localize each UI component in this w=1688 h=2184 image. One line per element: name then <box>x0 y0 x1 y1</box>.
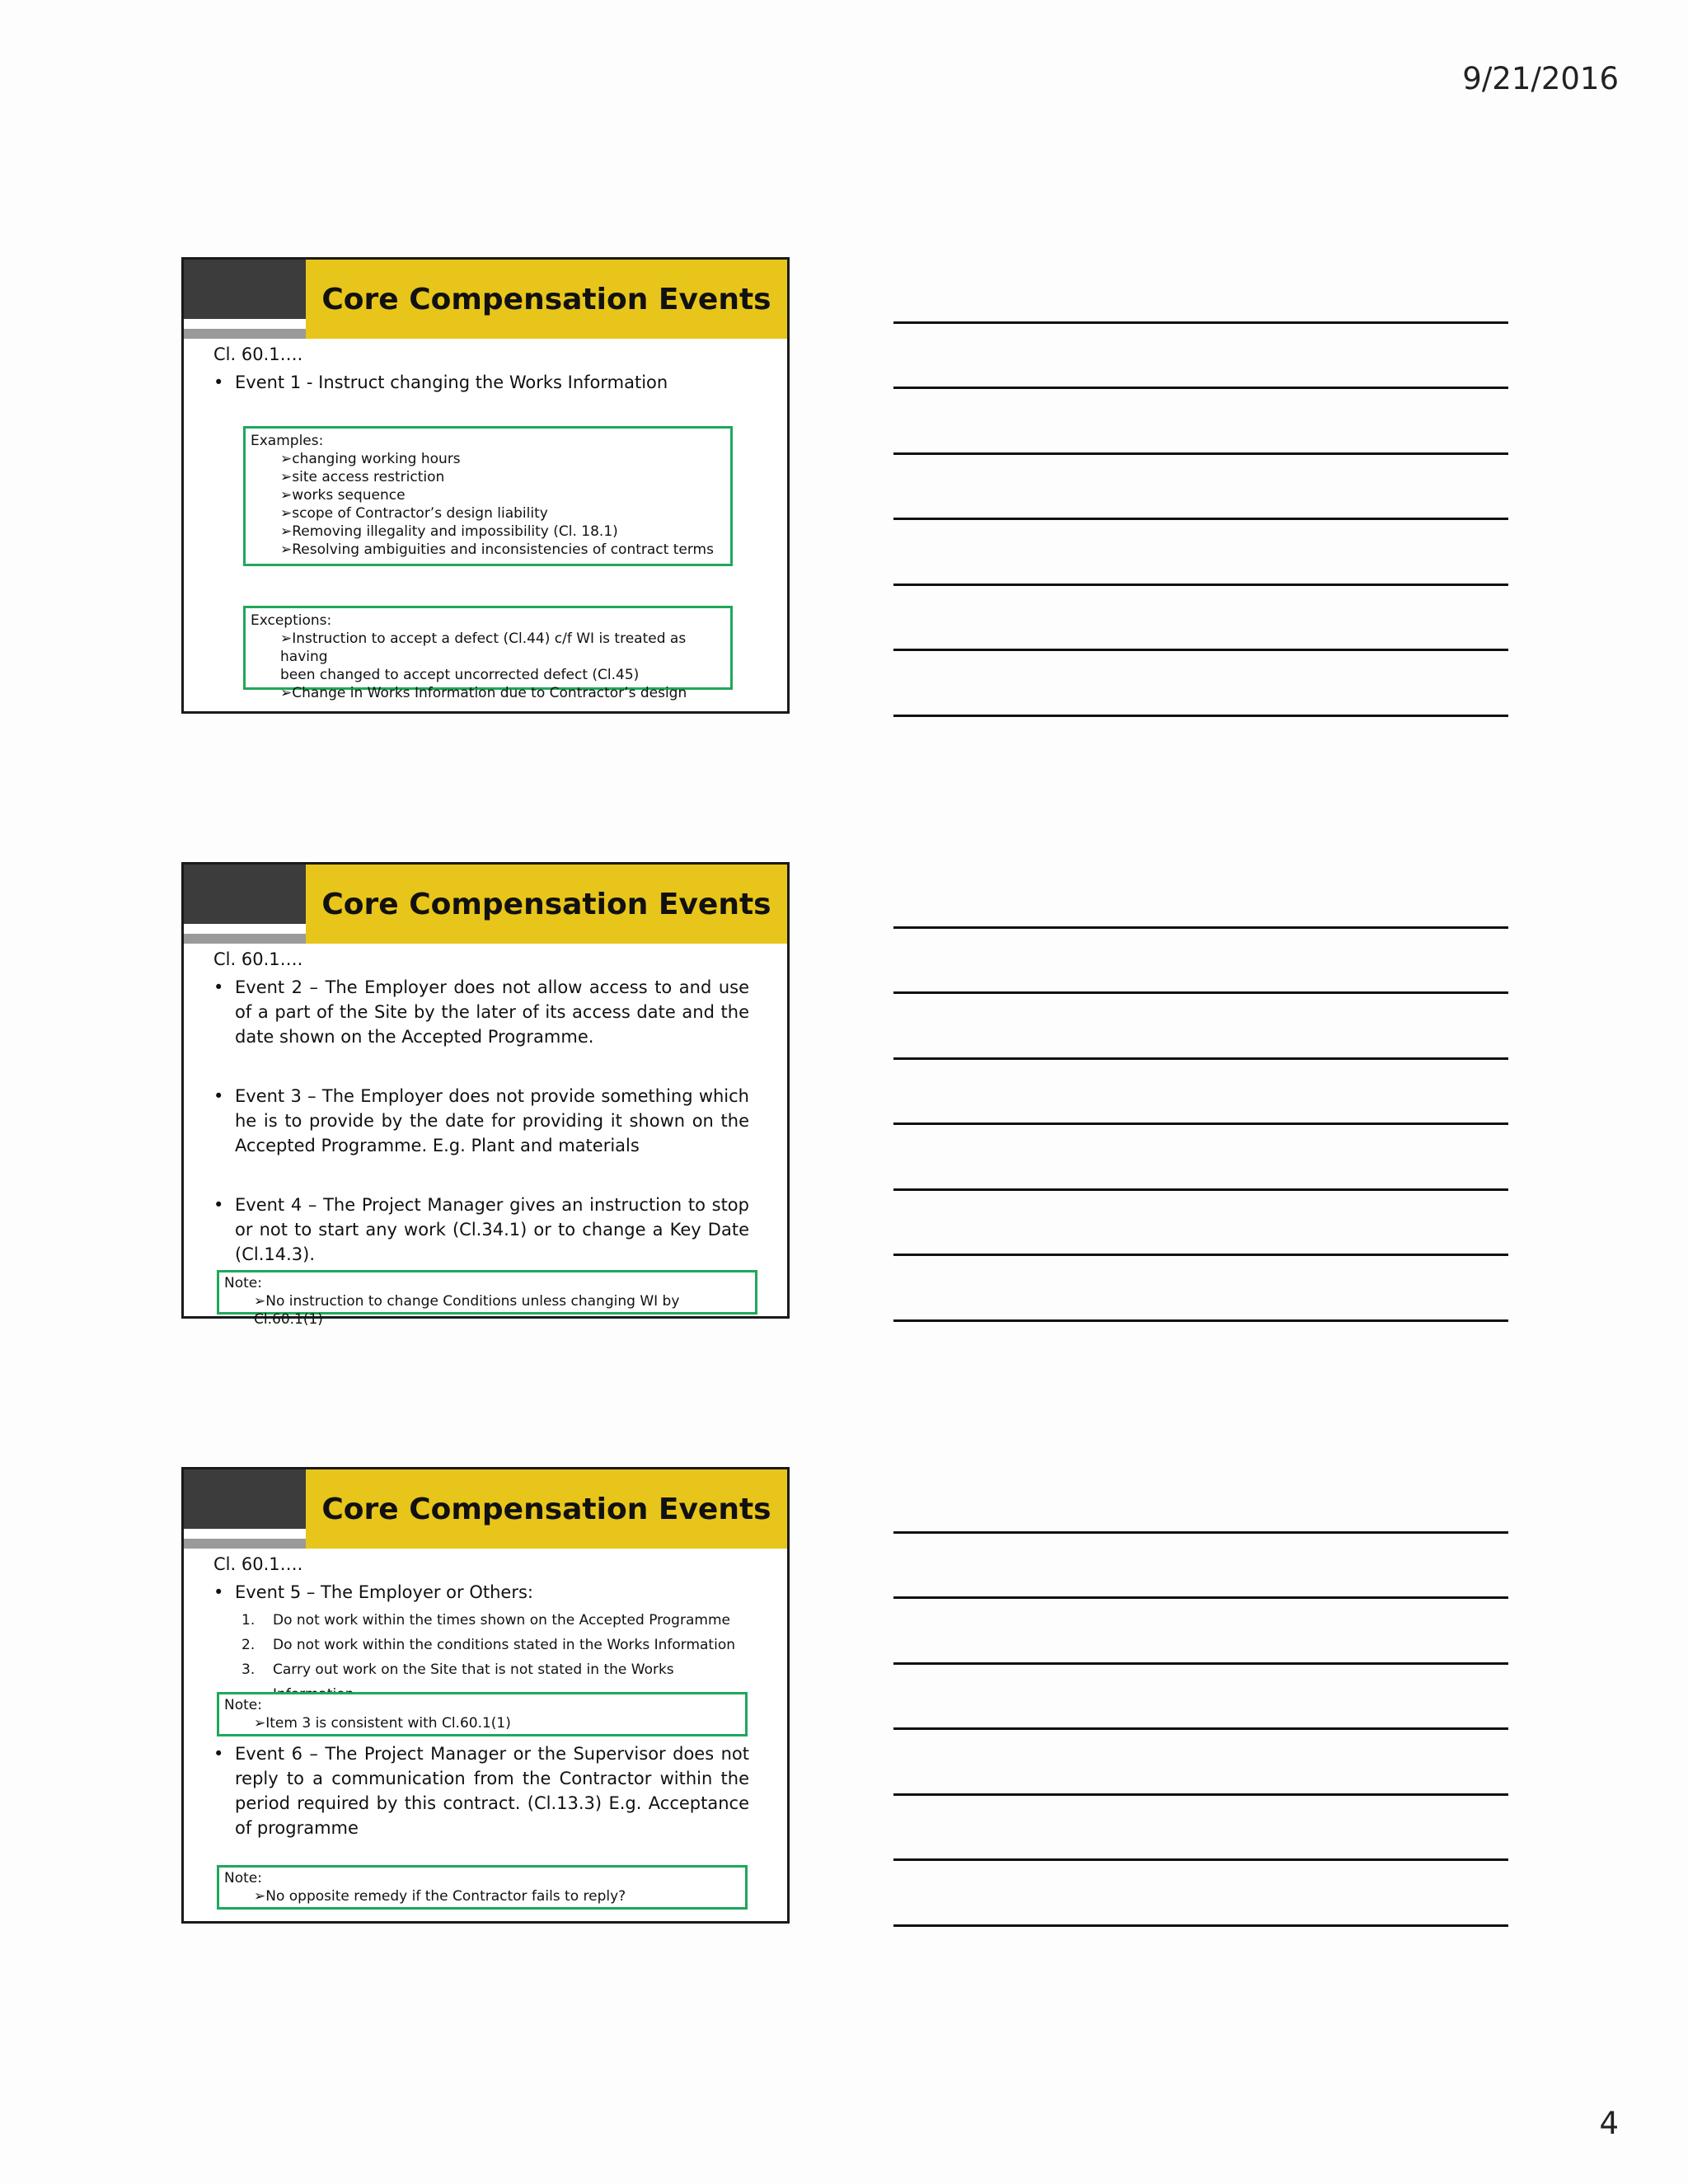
examples-box <box>243 426 733 566</box>
note-item: ➢Item 3 is consistent with Cl.60.1(1) <box>254 1715 511 1732</box>
note-item: ➢No instruction to change Conditions unless changing WI by Cl.60.1(1) <box>254 1293 680 1328</box>
notes-line <box>893 1858 1508 1861</box>
slide-content-lower <box>213 1741 749 1840</box>
examples-item: ➢Removing illegality and impossibility (Cl. 18.1) <box>280 523 618 540</box>
notes-line <box>893 649 1508 651</box>
notes-line <box>893 583 1508 586</box>
examples-item: ➢scope of Contractor’s design liability <box>280 505 548 522</box>
notes-line <box>893 1188 1508 1191</box>
slide-3 <box>181 1467 790 1924</box>
slide-header-gray-bar <box>184 329 306 339</box>
notes-line <box>893 1662 1508 1665</box>
note-box <box>217 1692 748 1736</box>
notes-line <box>893 1793 1508 1796</box>
slide-content <box>213 342 749 395</box>
notes-line <box>893 1254 1508 1256</box>
note-box <box>217 1270 757 1328</box>
examples-item: ➢Resolving ambiguities and inconsistencies of contract terms <box>280 541 714 558</box>
exceptions-item: ➢Instruction to accept a defect (Cl.44) c/f WI is treated as having <box>280 630 687 665</box>
slide-2 <box>181 862 790 1328</box>
exceptions-item: been changed to accept uncorrected defect (Cl.45) <box>280 667 640 683</box>
notes-line <box>893 715 1508 717</box>
note-item: ➢No opposite remedy if the Contractor fails to reply? <box>254 1888 626 1905</box>
list-item: 2. Do not work within the conditions stated in the Works Information <box>241 1637 735 1653</box>
bullet-event-3: • Event 3 – The Employer does not provide something which he is to provide by the date for providing it shown on the Accepted Programme. E.g. Plant and materials <box>213 1084 749 1158</box>
notes-line <box>893 991 1508 994</box>
slide-content <box>213 947 749 1267</box>
slide-header-dark-block <box>184 865 306 924</box>
slide-header <box>306 260 787 339</box>
notes-line <box>893 1596 1508 1599</box>
examples-item: ➢changing working hours <box>280 451 461 467</box>
page-number: 4 <box>1599 2106 1619 2141</box>
notes-line <box>893 1924 1508 1927</box>
clause-label: Cl. 60.1…. <box>213 1554 303 1574</box>
note-box <box>217 1865 748 1910</box>
list-item: 1. Do not work within the times shown on the Accepted Programme <box>241 1612 730 1629</box>
examples-box-title: Examples: <box>251 433 324 449</box>
slide-header-dark-block <box>184 260 306 319</box>
clause-label: Cl. 60.1…. <box>213 949 303 969</box>
slide-content <box>213 1552 749 1707</box>
slide-title: Core Compensation Events <box>321 282 771 316</box>
note-box-title: Note: <box>224 1870 262 1886</box>
slide-title: Core Compensation Events <box>321 887 771 921</box>
slide-header-gray-bar <box>184 1539 306 1549</box>
bullet-event-2: • Event 2 – The Employer does not allow access to and use of a part of the Site by the later of its access date and the date shown on the Accepted Programme. <box>213 975 749 1049</box>
notes-line <box>893 926 1508 929</box>
examples-item: ➢site access restriction <box>280 469 445 485</box>
notes-line <box>893 452 1508 455</box>
slide-1 <box>181 257 790 714</box>
bullet-event-6: • Event 6 – The Project Manager or the Supervisor does not reply to a communication from the Contractor within the period required by this contract. (Cl.13.3) E.g. Acceptance of programme <box>213 1741 749 1840</box>
notes-line <box>893 1122 1508 1125</box>
slide-header-dark-block <box>184 1469 306 1529</box>
exceptions-item: ➢Change in Works Information due to Contractor’s design <box>280 685 687 701</box>
note-box-title: Note: <box>224 1697 262 1713</box>
page-date: 9/21/2016 <box>1462 61 1619 96</box>
exceptions-box <box>243 606 733 701</box>
notes-line <box>893 1319 1508 1322</box>
list-item: 3. Carry out work on the Site that is not stated in the Works <box>241 1661 674 1678</box>
notes-line <box>893 387 1508 389</box>
examples-item: ➢works sequence <box>280 487 406 504</box>
clause-label: Cl. 60.1…. <box>213 344 303 364</box>
notes-line <box>893 1531 1508 1534</box>
notes-line <box>893 518 1508 520</box>
slide-header-gray-bar <box>184 934 306 944</box>
notes-line <box>893 321 1508 324</box>
note-box-title: Note: <box>224 1275 262 1291</box>
slide-header <box>306 865 787 944</box>
bullet-event-4: • Event 4 – The Project Manager gives an instruction to stop or not to start any work (Cl.34.1) or to change a Key Date (Cl.14.3). <box>213 1193 749 1267</box>
notes-line <box>893 1057 1508 1060</box>
bullet-event-5: • Event 5 – The Employer or Others: <box>213 1580 749 1605</box>
exceptions-box-title: Exceptions: <box>251 612 332 629</box>
slide-title: Core Compensation Events <box>321 1492 771 1526</box>
slide-header <box>306 1469 787 1549</box>
bullet-event-1: • Event 1 - Instruct changing the Works Information <box>213 370 749 395</box>
notes-line <box>893 1727 1508 1730</box>
